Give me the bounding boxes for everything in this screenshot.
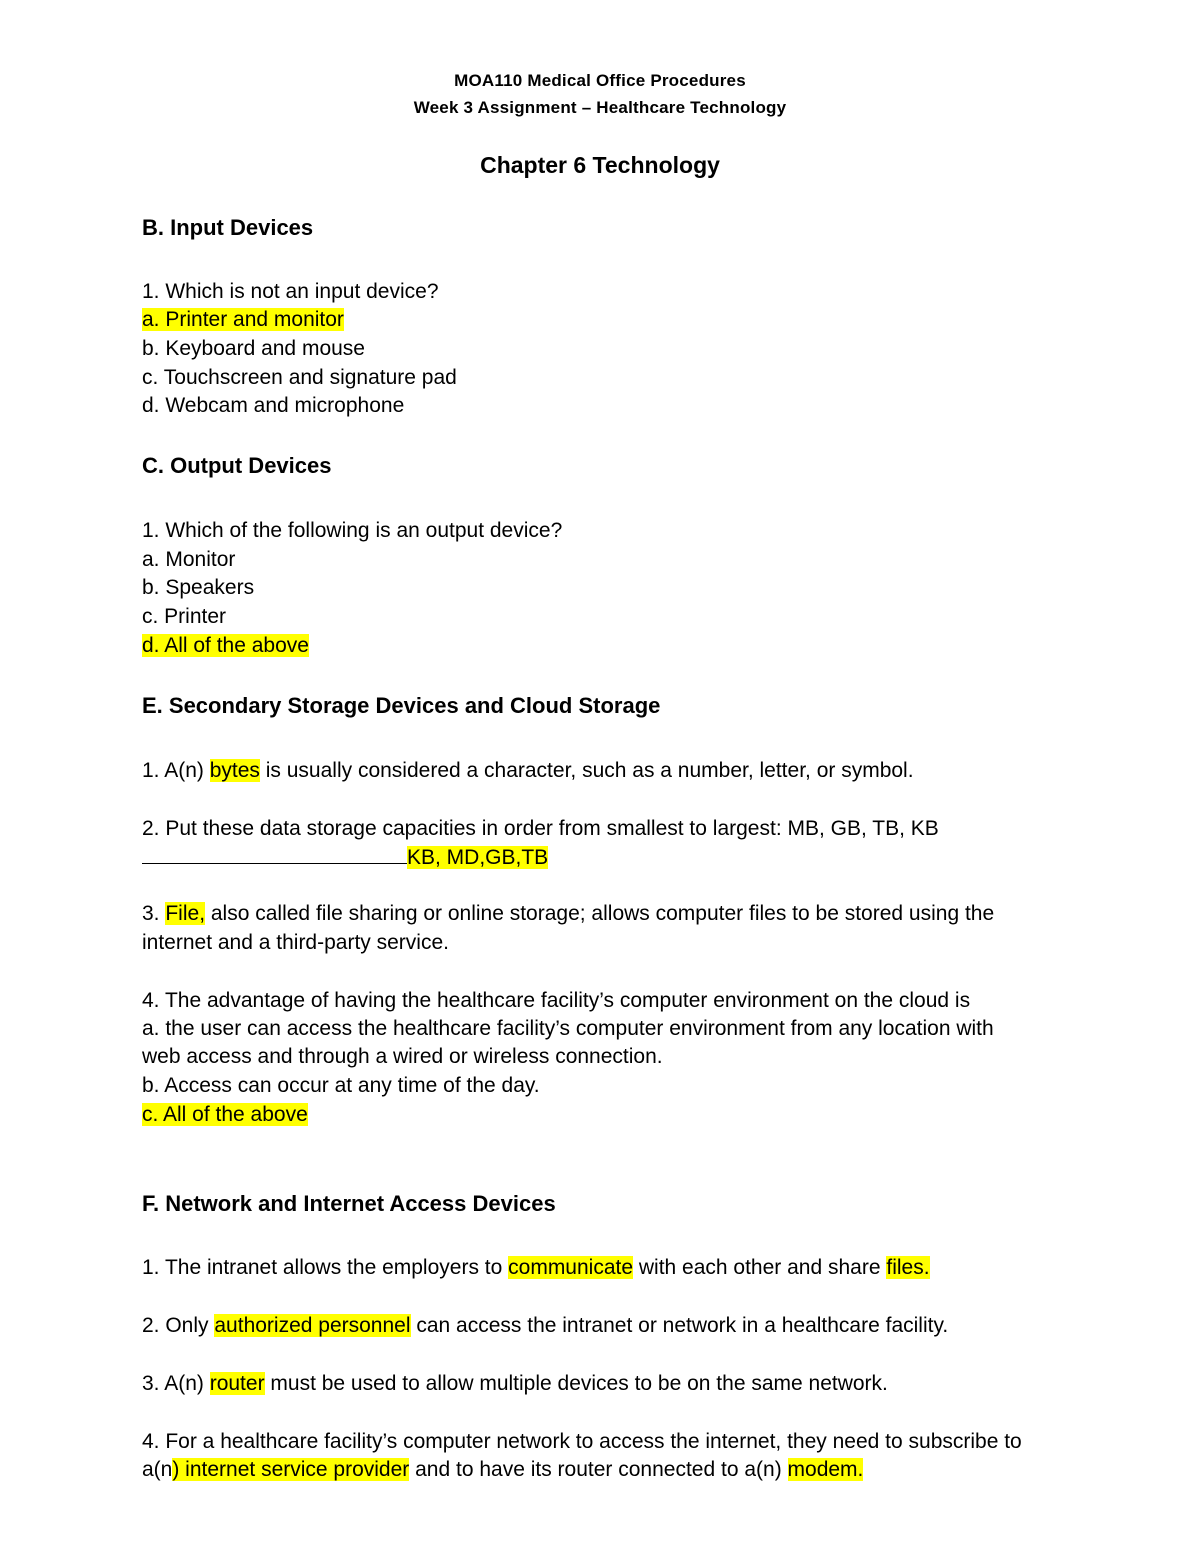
answer-highlight: File, [165,902,206,925]
network-question-4-cont: a(n) internet service provider and to have its router connected to a(n) modem. [142,1458,864,1481]
storage-q4-option-a: a. the user can access the healthcare facility’s computer environment from any location with [142,1017,994,1040]
output-question: 1. Which of the following is an output device? [142,519,563,542]
network-question-1: 1. The intranet allows the employers to communicate with each other and share files. [142,1256,930,1279]
answer-highlight: modem. [787,1458,864,1481]
output-option-b: b. Speakers [142,576,255,599]
storage-q4-option-b: b. Access can occur at any time of the day. [142,1074,540,1097]
page-title: Chapter 6 Technology [480,152,720,178]
input-option-c: c. Touchscreen and signature pad [142,366,457,389]
section-heading-network: F. Network and Internet Access Devices [142,1191,556,1216]
storage-question-3-cont: internet and a third-party service. [142,931,449,954]
storage-question-3: 3. File, also called file sharing or online storage; allows computer files to be stored using the [142,902,995,925]
storage-q4-option-c [142,1101,308,1129]
section-heading-output-devices: C. Output Devices [142,453,332,478]
answer-blank-line [142,843,407,864]
input-option-a [142,306,344,334]
storage-question-1: 1. A(n) bytes is usually considered a character, such as a number, letter, or symbol. [142,759,914,782]
answer-highlight: router [209,1372,265,1395]
answer-highlight: files. [886,1256,930,1279]
answer-highlight: bytes [209,759,260,782]
input-option-b: b. Keyboard and mouse [142,337,365,360]
network-question-2: 2. Only authorized personnel can access the intranet or network in a healthcare facility. [142,1314,949,1337]
output-option-a: a. Monitor [142,548,236,571]
input-question: 1. Which is not an input device? [142,280,439,303]
assignment-title: Week 3 Assignment – Healthcare Technology [413,98,787,117]
answer-highlight: a. Printer and monitor [142,308,344,331]
network-question-3: 3. A(n) router must be used to allow multiple devices to be on the same network. [142,1372,888,1395]
section-heading-input-devices: B. Input Devices [142,215,314,240]
storage-answer-2 [142,843,548,872]
section-heading-storage: E. Secondary Storage Devices and Cloud Storage [142,693,661,718]
storage-question-2: 2. Put these data storage capacities in order from smallest to largest: MB, GB, TB, KB [142,817,939,840]
output-option-c: c. Printer [142,605,227,628]
network-question-4: 4. For a healthcare facility’s computer network to access the internet, they need to subscribe to [142,1430,1022,1453]
storage-q4-option-a-cont: web access and through a wired or wireless connection. [142,1045,663,1068]
answer-highlight: KB, MD,GB,TB [407,846,549,869]
course-title: MOA110 Medical Office Procedures [454,71,746,90]
storage-question-4: 4. The advantage of having the healthcare facility’s computer environment on the cloud is [142,989,971,1012]
answer-highlight: d. All of the above [142,634,309,657]
answer-highlight: communicate [508,1256,634,1279]
answer-highlight: c. All of the above [142,1103,308,1126]
answer-highlight: ) internet service provider [172,1458,410,1481]
answer-highlight: authorized personnel [214,1314,411,1337]
output-option-d [142,632,309,660]
input-option-d: d. Webcam and microphone [142,394,405,417]
